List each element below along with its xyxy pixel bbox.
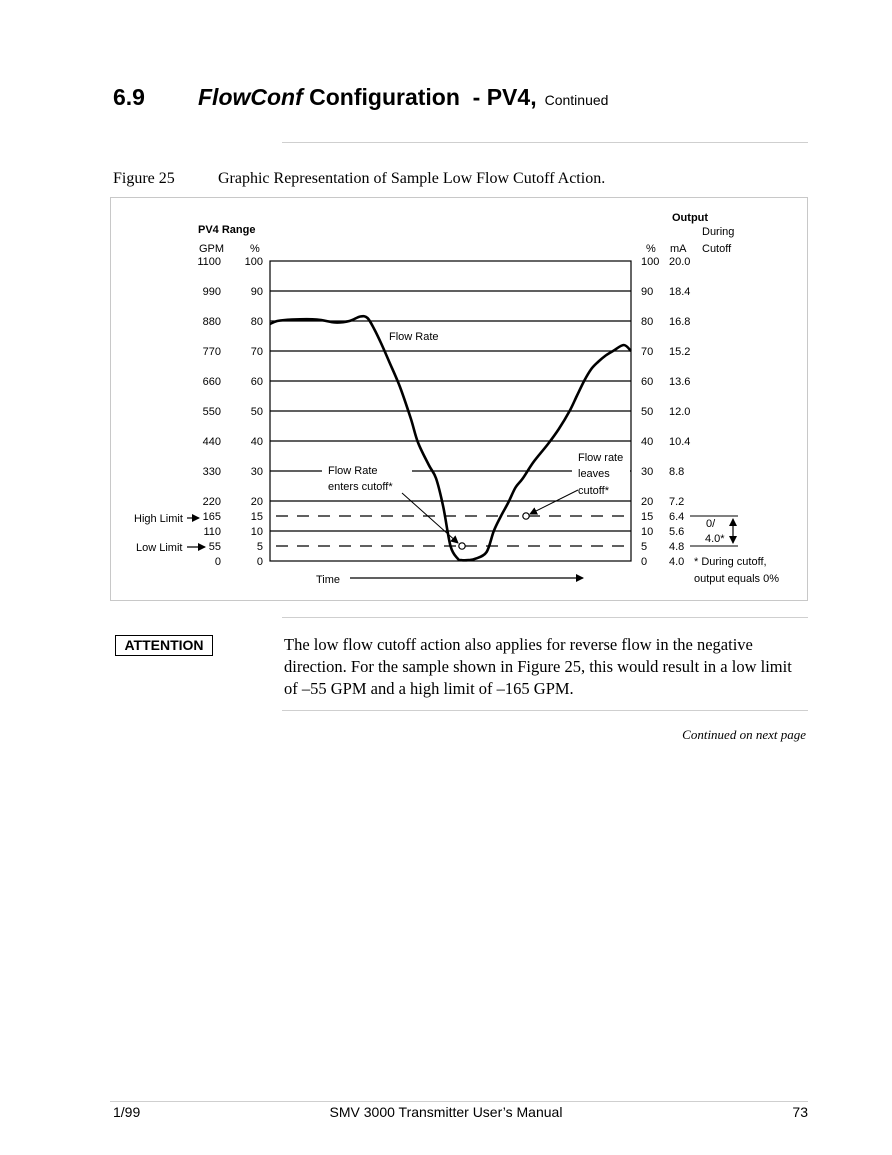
ma-tick-label: 18.4 bbox=[669, 286, 691, 298]
ma-tick-label: 4.0 bbox=[669, 556, 685, 568]
gpm-tick-label: 770 bbox=[202, 346, 221, 358]
right-pct-tick-label: 90 bbox=[641, 286, 654, 298]
right-pct-tick-label: 5 bbox=[641, 541, 648, 553]
attention-divider bbox=[282, 710, 808, 711]
right-pct-tick-label: 15 bbox=[641, 511, 654, 523]
cutoff-value-1: 0/ bbox=[706, 518, 716, 530]
right-pct-tick-label: 40 bbox=[641, 436, 654, 448]
section-title-rest: Configuration - PV4, bbox=[302, 84, 537, 110]
gpm-tick-label: 880 bbox=[202, 316, 221, 328]
left-pct-tick-label: 70 bbox=[250, 346, 263, 358]
ma-tick-label: 7.2 bbox=[669, 496, 685, 508]
section-number: 6.9 bbox=[113, 84, 145, 110]
output-label: Output bbox=[672, 212, 709, 224]
ma-header: mA bbox=[670, 243, 687, 255]
leaves-label-2: leaves bbox=[578, 468, 610, 480]
ma-tick-label: 5.6 bbox=[669, 526, 685, 538]
ma-tick-label: 12.0 bbox=[669, 406, 691, 418]
right-pct-tick-label: 100 bbox=[641, 256, 660, 268]
leaves-pointer-arrow bbox=[530, 490, 578, 514]
enters-label-2: enters cutoff* bbox=[328, 481, 393, 493]
figure-caption-text: Graphic Representation of Sample Low Flow Cutoff Action. bbox=[218, 170, 606, 187]
ma-tick-label: 6.4 bbox=[669, 511, 685, 523]
gpm-tick-label: 0 bbox=[214, 556, 221, 568]
leaves-label-1: Flow rate bbox=[578, 452, 624, 464]
cutoff-header: Cutoff bbox=[702, 243, 732, 255]
right-pct-tick-label: 30 bbox=[641, 466, 654, 478]
footer-date: 1/99 bbox=[113, 1104, 141, 1120]
ma-tick-label: 8.8 bbox=[669, 466, 685, 478]
gpm-tick-label: 990 bbox=[202, 286, 221, 298]
footer-page-number: 73 bbox=[792, 1104, 808, 1120]
footer-divider bbox=[110, 1101, 808, 1102]
ma-tick-label: 13.6 bbox=[669, 376, 691, 388]
section-title-italic: FlowConf bbox=[198, 84, 303, 110]
cutoff-note-2: output equals 0% bbox=[694, 573, 780, 585]
left-pct-tick-label: 90 bbox=[250, 286, 263, 298]
flow-rate-label: Flow Rate bbox=[389, 331, 439, 343]
tick-labels bbox=[197, 256, 690, 568]
ma-tick-label: 4.8 bbox=[669, 541, 685, 553]
gpm-tick-label: 165 bbox=[202, 511, 221, 523]
left-pct-tick-label: 100 bbox=[244, 256, 263, 268]
gpm-tick-label: 1100 bbox=[197, 256, 221, 268]
right-pct-tick-label: 10 bbox=[641, 526, 654, 538]
right-pct-tick-label: 70 bbox=[641, 346, 654, 358]
right-pct-tick-label: 60 bbox=[641, 376, 654, 388]
right-pct-tick-label: 80 bbox=[641, 316, 654, 328]
ma-tick-label: 10.4 bbox=[669, 436, 691, 448]
gpm-header: GPM bbox=[198, 243, 224, 255]
left-pct-tick-label: 30 bbox=[250, 466, 263, 478]
left-pct-tick-label: 10 bbox=[250, 526, 263, 538]
continued-note: Continued on next page bbox=[682, 727, 806, 742]
cutoff-value-2: 4.0* bbox=[705, 533, 725, 545]
enter-cutoff-point bbox=[459, 543, 465, 549]
gpm-tick-label: 110 bbox=[203, 526, 221, 538]
section-continued: Continued bbox=[544, 92, 609, 108]
ma-tick-label: 15.2 bbox=[669, 346, 691, 358]
left-pct-tick-label: 20 bbox=[250, 496, 263, 508]
enters-label-1: Flow Rate bbox=[328, 465, 378, 477]
flow-rate-curve bbox=[270, 316, 631, 560]
cutoff-note-1: * During cutoff, bbox=[694, 556, 767, 568]
time-label: Time bbox=[316, 574, 341, 586]
left-pct-header: % bbox=[250, 243, 260, 255]
left-pct-tick-label: 50 bbox=[250, 406, 263, 418]
during-label: During bbox=[702, 226, 735, 238]
right-pct-header: % bbox=[646, 243, 656, 255]
left-pct-tick-label: 80 bbox=[250, 316, 263, 328]
left-pct-tick-label: 15 bbox=[250, 511, 263, 523]
leaves-label-3: cutoff* bbox=[578, 485, 609, 497]
attention-badge: ATTENTION bbox=[115, 635, 213, 656]
figure-label: Figure 25 bbox=[113, 170, 175, 187]
attention-text: The low flow cutoff action also applies for reverse flow in the negative direction. For the sample shown in Figure 25, this would result in a low limit of –55 GPM and a high limit of –165 GPM. bbox=[284, 635, 792, 698]
gpm-tick-label: 55 bbox=[208, 541, 221, 553]
figure-divider bbox=[282, 617, 808, 618]
pv4-range-label: PV4 Range bbox=[198, 224, 256, 236]
footer-manual-title: SMV 3000 Transmitter User’s Manual bbox=[329, 1104, 563, 1120]
ma-tick-label: 16.8 bbox=[669, 316, 691, 328]
right-pct-tick-label: 0 bbox=[641, 556, 648, 568]
left-pct-tick-label: 0 bbox=[256, 556, 263, 568]
gridlines bbox=[270, 291, 631, 546]
leave-cutoff-point bbox=[523, 513, 529, 519]
right-pct-tick-label: 20 bbox=[641, 496, 654, 508]
right-pct-tick-label: 50 bbox=[641, 406, 654, 418]
left-pct-tick-label: 60 bbox=[250, 376, 263, 388]
gpm-tick-label: 660 bbox=[202, 376, 221, 388]
gpm-tick-label: 220 bbox=[202, 496, 221, 508]
high-limit-label: High Limit bbox=[134, 513, 183, 525]
low-limit-label: Low Limit bbox=[136, 542, 183, 554]
left-pct-tick-label: 40 bbox=[250, 436, 263, 448]
gpm-tick-label: 550 bbox=[202, 406, 221, 418]
gpm-tick-label: 440 bbox=[202, 436, 221, 448]
ma-tick-label: 20.0 bbox=[669, 256, 691, 268]
left-pct-tick-label: 5 bbox=[256, 541, 263, 553]
gpm-tick-label: 330 bbox=[202, 466, 221, 478]
